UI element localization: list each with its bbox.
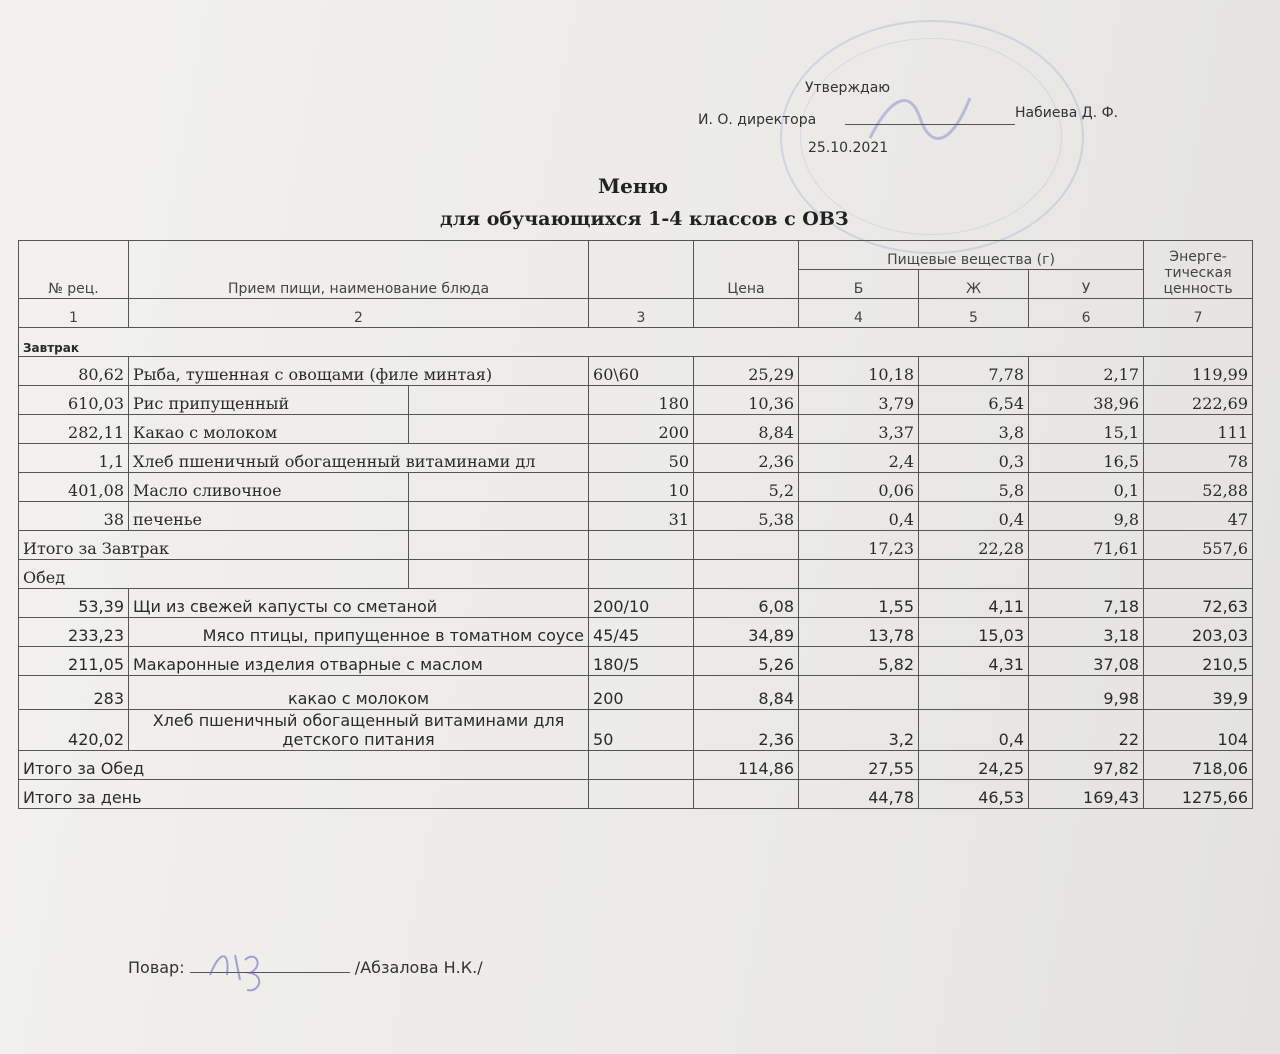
col-nutrients-header: Пищевые вещества (г) (799, 241, 1144, 270)
col-recipe-header: № рец. (19, 241, 129, 299)
table-row: 233,23 Мясо птицы, припущенное в томатном соусе 45/45 34,89 13,78 15,03 3,18 203,03 (19, 618, 1253, 647)
position-label: И. О. директора (698, 112, 817, 128)
menu-table (18, 240, 1253, 809)
signature-line (845, 124, 1015, 125)
table-row: 420,02 Хлеб пшеничный обогащенный витаминами для детского питания 50 2,36 3,2 0,4 22 104 (19, 710, 1253, 751)
table-header-row (19, 241, 1253, 270)
cook-label: Повар: (128, 958, 185, 977)
table-row: 80,62 Рыба, тушенная с овощами (филе минтая) 60\60 25,29 10,18 7,78 2,17 119,99 (19, 357, 1253, 386)
section-row-lunch: Обед (19, 560, 1253, 589)
breakfast-total-row: Итого за Завтрак 17,23 22,28 71,61 557,6 (19, 531, 1253, 560)
table-row: 53,39 Щи из свежей капусты со сметаной 200/10 6,08 1,55 4,11 7,18 72,63 (19, 589, 1253, 618)
table-row: 610,03 Рис припущенный 180 10,36 3,79 6,54 38,96 222,69 (19, 386, 1253, 415)
page-subtitle: для обучающихся 1-4 классов с ОВЗ (440, 208, 849, 230)
table-row: 38 печенье 31 5,38 0,4 0,4 9,8 47 (19, 502, 1253, 531)
col-price-header: Цена (694, 241, 799, 299)
approval-date: 25.10.2021 (808, 140, 889, 156)
cook-signature-block (128, 958, 483, 977)
table-row: 282,11 Какао с молоком 200 8,84 3,37 3,8 15,1 111 (19, 415, 1253, 444)
col-dish-header: Прием пищи, наименование блюда (129, 241, 589, 299)
cook-signature (205, 945, 275, 995)
director-name: Набиева Д. Ф. (1015, 105, 1119, 121)
table-row: 211,05 Макаронные изделия отварные с маслом 180/5 5,26 5,82 4,31 37,08 210,5 (19, 647, 1253, 676)
col-protein-header: Б (799, 270, 919, 299)
table-row: 283 какао с молоком 200 8,84 9,98 39,9 (19, 676, 1253, 710)
cook-name: /Абзалова Н.К./ (354, 958, 483, 977)
approve-label: Утверждаю (805, 80, 891, 96)
day-total-row: Итого за день 44,78 46,53 169,43 1275,66 (19, 780, 1253, 809)
section-row-breakfast: Завтрак (19, 328, 1253, 357)
col-carb-header: У (1029, 270, 1144, 299)
page-title: Меню (598, 174, 669, 198)
col-energy-header: Энерге-тическая ценность (1144, 241, 1253, 299)
lunch-total-row: Итого за Обед 114,86 27,55 24,25 97,82 718,06 (19, 751, 1253, 780)
table-row: 401,08 Масло сливочное 10 5,2 0,06 5,8 0,1 52,88 (19, 473, 1253, 502)
col-fat-header: Ж (919, 270, 1029, 299)
table-row: 1,1 Хлеб пшеничный обогащенный витаминами дл 50 2,36 2,4 0,3 16,5 78 (19, 444, 1253, 473)
column-numbers-row: 1 2 3 4 5 6 7 (19, 299, 1253, 328)
